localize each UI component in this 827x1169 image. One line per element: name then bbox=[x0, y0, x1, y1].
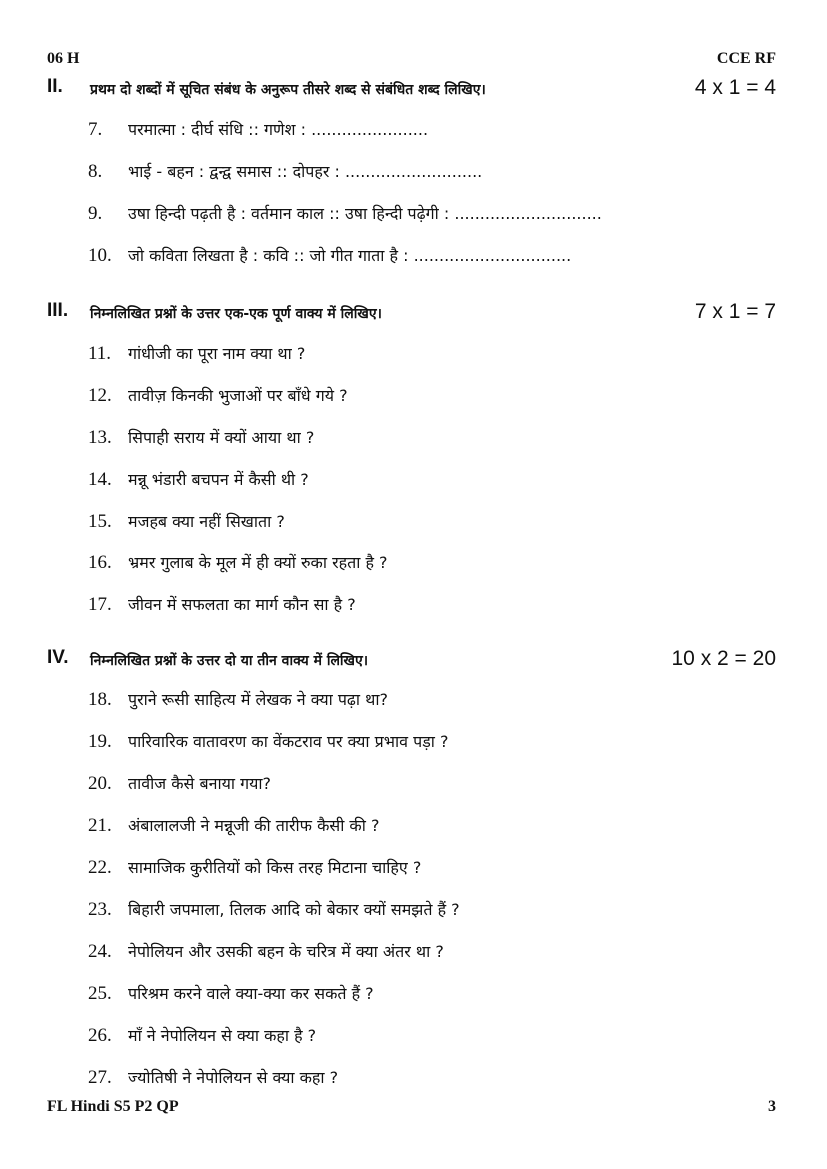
question-number: 19. bbox=[88, 731, 112, 752]
question-text: परमात्मा : दीर्घ संधि :: गणेश : ....................... bbox=[128, 120, 429, 139]
question-text: गांधीजी का पूरा नाम क्या था ? bbox=[128, 344, 306, 363]
question-text: परिश्रम करने वाले क्या-क्या कर सकते हैं ? bbox=[128, 984, 374, 1003]
section-title: निम्नलिखित प्रश्नों के उत्तर एक-एक पूर्ण वाक्य में लिखिए। bbox=[90, 306, 382, 322]
question-item bbox=[88, 772, 271, 795]
question-text: बिहारी जपमाला, तिलक आदि को बेकार क्यों समझते हैं ? bbox=[128, 900, 460, 919]
question-number: 22. bbox=[88, 857, 112, 878]
header-series: CCE RF bbox=[716, 50, 776, 67]
footer-paper-code: FL Hindi S5 P2 QP bbox=[47, 1098, 179, 1115]
footer-page-number: 3 bbox=[768, 1098, 776, 1115]
section-title: निम्नलिखित प्रश्नों के उत्तर दो या तीन वाक्य में लिखिए। bbox=[90, 653, 369, 669]
question-text: मन्नू भंडारी बचपन में कैसी थी ? bbox=[128, 470, 309, 489]
section-number: III. bbox=[47, 300, 69, 321]
question-text: नेपोलियन और उसकी बहन के चरित्र में क्या अंतर था ? bbox=[128, 942, 444, 961]
question-text: पारिवारिक वातावरण का वेंकटराव पर क्या प्रभाव पड़ा ? bbox=[128, 732, 449, 751]
question-text: जीवन में सफलता का मार्ग कौन सा है ? bbox=[128, 595, 356, 614]
question-item bbox=[88, 593, 356, 616]
question-number: 23. bbox=[88, 899, 112, 920]
question-number: 10. bbox=[88, 245, 112, 266]
question-text: मजहब क्या नहीं सिखाता ? bbox=[128, 512, 285, 531]
question-text: सिपाही सराय में क्यों आया था ? bbox=[128, 428, 315, 447]
section-marks: 4 x 1 = 4 bbox=[694, 76, 776, 99]
section-marks: 10 x 2 = 20 bbox=[671, 647, 776, 670]
question-number: 11. bbox=[88, 343, 112, 364]
question-text: सामाजिक कुरीतियों को किस तरह मिटाना चाहिए ? bbox=[128, 858, 422, 877]
question-number: 25. bbox=[88, 983, 112, 1004]
question-item bbox=[88, 688, 388, 711]
question-number: 13. bbox=[88, 427, 112, 448]
question-item bbox=[88, 898, 460, 921]
question-item bbox=[88, 426, 314, 449]
question-item bbox=[88, 551, 388, 574]
question-text: उषा हिन्दी पढ़ती है : वर्तमान काल :: उषा हिन्दी पढ़ेगी : ............................. bbox=[128, 204, 602, 223]
question-number: 14. bbox=[88, 469, 112, 490]
section-number: II. bbox=[47, 76, 63, 97]
question-number: 27. bbox=[88, 1067, 112, 1088]
header-code: 06 H bbox=[47, 50, 80, 67]
question-text: ज्योतिषी ने नेपोलियन से क्या कहा ? bbox=[128, 1068, 339, 1087]
section-number: IV. bbox=[47, 647, 69, 668]
question-number: 18. bbox=[88, 689, 112, 710]
question-item bbox=[88, 118, 428, 141]
question-number: 26. bbox=[88, 1025, 112, 1046]
question-item bbox=[88, 982, 374, 1005]
question-text: माँ ने नेपोलियन से क्या कहा है ? bbox=[128, 1026, 317, 1045]
question-text: अंबालालजी ने मन्नूजी की तारीफ कैसी की ? bbox=[128, 816, 380, 835]
question-item bbox=[88, 468, 309, 491]
question-item bbox=[88, 244, 571, 267]
question-item bbox=[88, 814, 379, 837]
question-item bbox=[88, 940, 444, 963]
question-text: भ्रमर गुलाब के मूल में ही क्यों रुका रहता है ? bbox=[128, 553, 388, 572]
question-number: 12. bbox=[88, 385, 112, 406]
question-number: 24. bbox=[88, 941, 112, 962]
question-text: तावीज़ किनकी भुजाओं पर बाँधे गये ? bbox=[128, 386, 348, 405]
question-item bbox=[88, 202, 602, 225]
section-title: प्रथम दो शब्दों में सूचित संबंध के अनुरूप तीसरे शब्द से संबंधित शब्द लिखिए। bbox=[90, 82, 486, 98]
question-number: 21. bbox=[88, 815, 112, 836]
question-number: 9. bbox=[88, 203, 103, 224]
question-number: 15. bbox=[88, 511, 112, 532]
section-marks: 7 x 1 = 7 bbox=[694, 300, 776, 323]
question-number: 20. bbox=[88, 773, 112, 794]
question-item bbox=[88, 1024, 316, 1047]
question-number: 8. bbox=[88, 161, 103, 182]
question-text: भाई - बहन : द्वन्द्व समास :: दोपहर : ........................... bbox=[128, 162, 483, 181]
question-item bbox=[88, 160, 482, 183]
question-item bbox=[88, 510, 285, 533]
question-text: जो कविता लिखता है : कवि :: जो गीत गाता है : ............................... bbox=[128, 246, 572, 265]
question-item bbox=[88, 1066, 338, 1089]
question-item bbox=[88, 856, 421, 879]
question-item bbox=[88, 342, 305, 365]
question-item bbox=[88, 730, 449, 753]
question-text: तावीज कैसे बनाया गया? bbox=[128, 774, 272, 793]
question-number: 17. bbox=[88, 594, 112, 615]
question-item bbox=[88, 384, 348, 407]
question-text: पुराने रूसी साहित्य में लेखक ने क्या पढ़ा था? bbox=[128, 690, 389, 709]
question-number: 7. bbox=[88, 119, 103, 140]
question-number: 16. bbox=[88, 552, 112, 573]
